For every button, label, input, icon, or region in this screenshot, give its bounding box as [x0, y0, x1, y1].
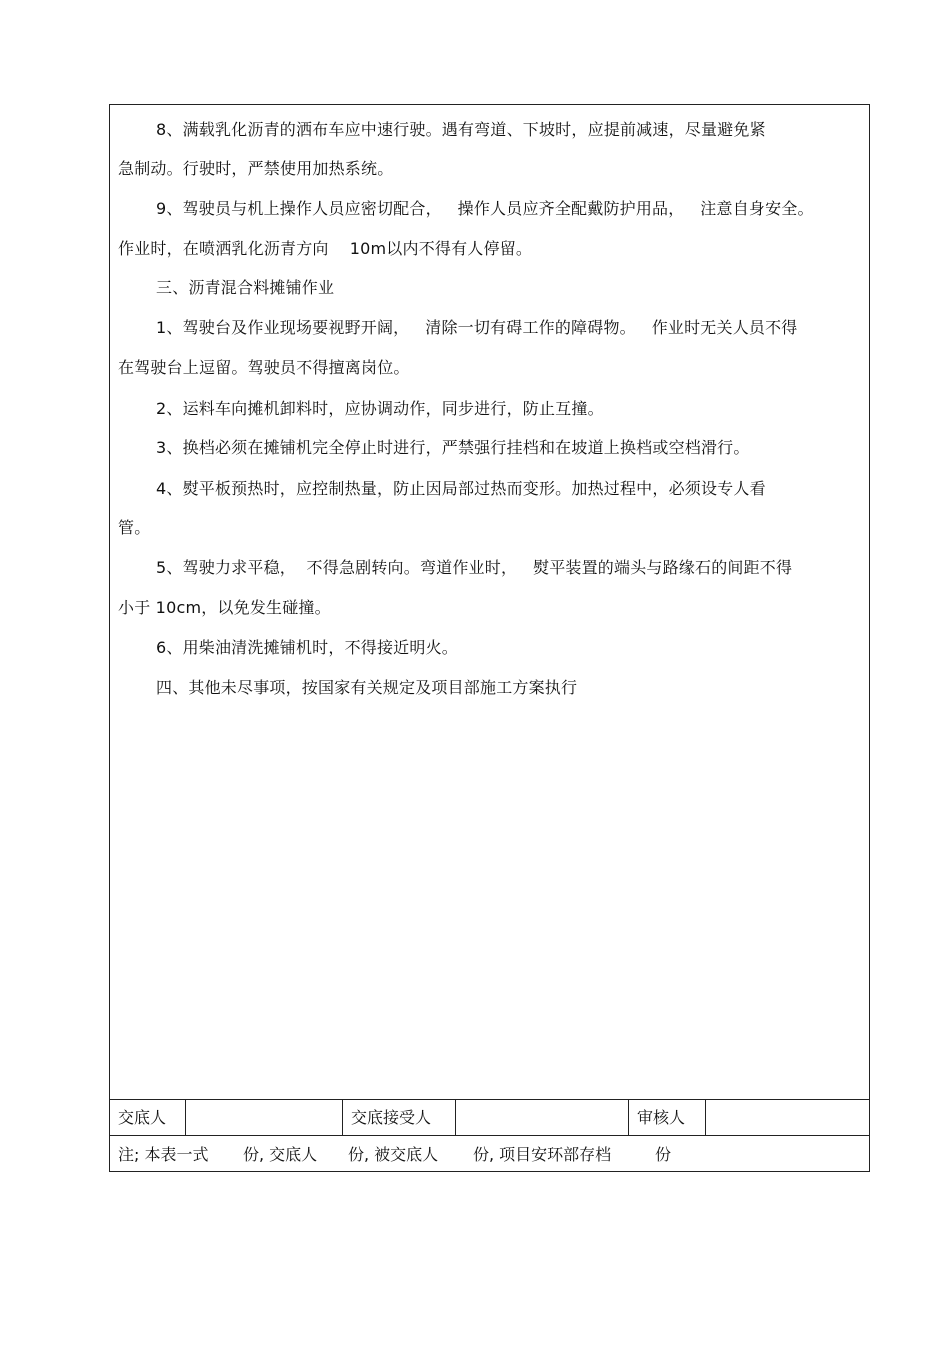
section-heading: 四、其他未尽事项，按国家有关规定及项目部施工方案执行: [156, 678, 578, 697]
paragraph-line: 管。: [118, 518, 151, 537]
note-text: 份, 被交底人: [348, 1145, 439, 1164]
paragraph-line: 8、满载乳化沥青的洒布车应中速行驶。遇有弯道、下坡时，应提前减速，尽量避免紧: [156, 120, 766, 139]
note-text: 份, 交底人: [243, 1145, 318, 1164]
note-text: 注; 本表一式: [118, 1145, 209, 1164]
paragraph-line: 9、驾驶员与机上操作人员应密切配合， 操作人员应齐全配戴防护用品， 注意自身安全。: [156, 199, 814, 218]
content-cell: [110, 105, 869, 1100]
note-text: 份, 项目安环部存档: [473, 1145, 612, 1164]
handover-label: 交底人: [110, 1100, 186, 1135]
note-row: [110, 1136, 869, 1173]
paragraph-line: 6、用柴油清洗摊铺机时，不得接近明火。: [156, 638, 458, 657]
handover-field[interactable]: [186, 1100, 343, 1135]
paragraph-line: 1、驾驶台及作业现场要视野开阔， 清除一切有碍工作的障碍物。 作业时无关人员不得: [156, 318, 798, 337]
paragraph-line: 在驾驶台上逗留。驾驶员不得擅离岗位。: [118, 358, 410, 377]
paragraph-line: 急制动。行驶时，严禁使用加热系统。: [118, 159, 394, 178]
paragraph-line: 作业时，在喷洒乳化沥青方向 10m以内不得有人停留。: [118, 239, 533, 258]
paragraph-line: 3、换档必须在摊铺机完全停止时进行，严禁强行挂档和在坡道上换档或空档滑行。: [156, 438, 750, 457]
receiver-field[interactable]: [456, 1100, 629, 1135]
note-text: 份: [655, 1145, 672, 1164]
signature-row: [110, 1100, 869, 1136]
section-heading: 三、沥青混合料摊铺作业: [156, 278, 335, 297]
paragraph-line: 2、运料车向摊机卸料时，应协调动作，同步进行，防止互撞。: [156, 399, 604, 418]
reviewer-field[interactable]: [706, 1100, 869, 1135]
receiver-label: 交底接受人: [343, 1100, 456, 1135]
paragraph-line: 小于 10cm，以免发生碰撞。: [118, 598, 331, 617]
document-table: [109, 104, 870, 1172]
reviewer-label: 审核人: [629, 1100, 706, 1135]
paragraph-line: 4、熨平板预热时，应控制热量，防止因局部过热而变形。加热过程中，必须设专人看: [156, 479, 766, 498]
paragraph-line: 5、驾驶力求平稳， 不得急剧转向。弯道作业时， 熨平装置的端头与路缘石的间距不得: [156, 558, 793, 577]
